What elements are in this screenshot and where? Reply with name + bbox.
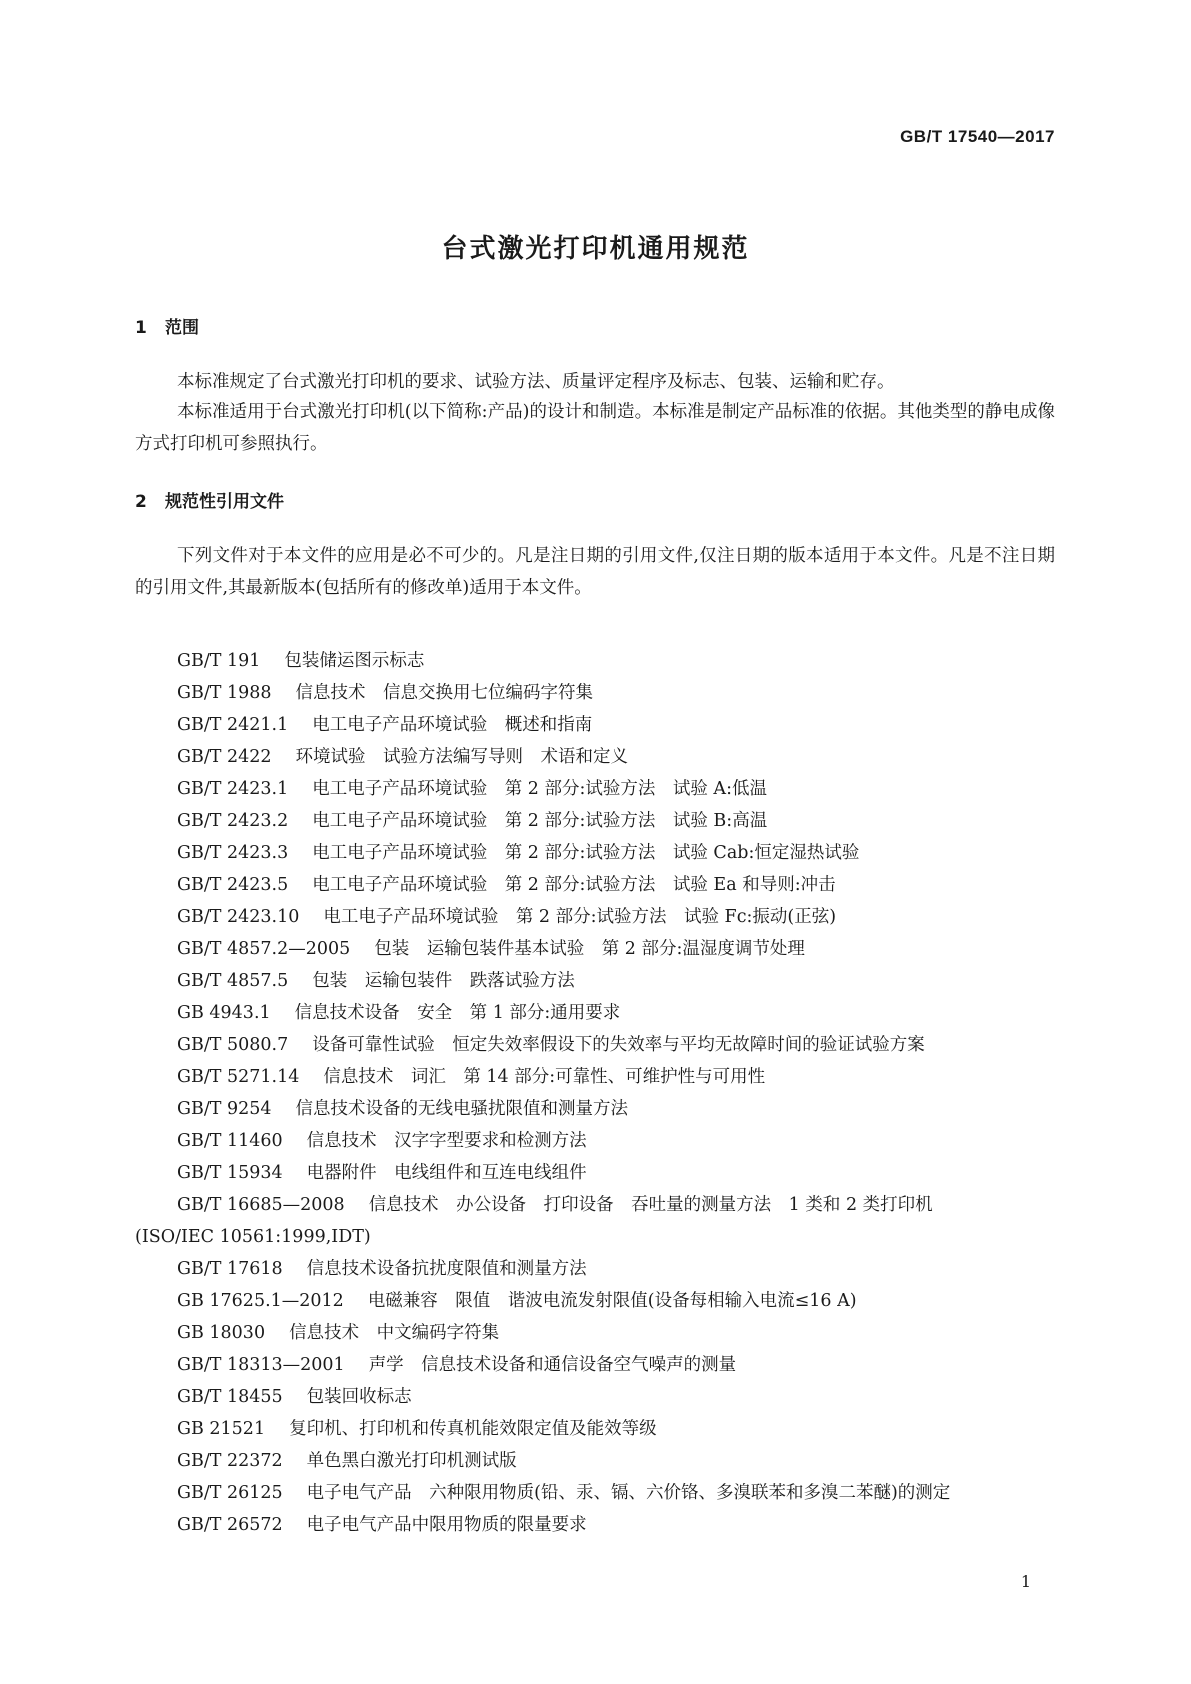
reference-item — [135, 1317, 1055, 1349]
reference-title: 设备可靠性试验 恒定失效率假设下的失效率与平均无故障时间的验证试验方案 — [312, 1035, 925, 1055]
reference-title: 电工电子产品环境试验 第 2 部分:试验方法 试验 B:高温 — [312, 811, 768, 831]
reference-item — [135, 1029, 1055, 1061]
reference-code: GB/T 2421.1 — [177, 715, 289, 735]
reference-item — [135, 1349, 1055, 1381]
reference-item — [135, 869, 1055, 901]
reference-code: GB 18030 — [177, 1323, 266, 1343]
reference-title: 包装 运输包装件基本试验 第 2 部分:温湿度调节处理 — [374, 939, 805, 959]
reference-code: GB/T 11460 — [177, 1131, 283, 1151]
reference-code: GB 4943.1 — [177, 1003, 271, 1023]
reference-item — [135, 965, 1055, 997]
reference-title: 环境试验 试验方法编写导则 术语和定义 — [295, 747, 629, 767]
reference-code: GB/T 16685—2008 — [177, 1195, 345, 1215]
reference-title: 电磁兼容 限值 谐波电流发射限值(设备每相输入电流≤16 A) — [367, 1291, 857, 1311]
reference-title: 信息技术 办公设备 打印设备 吞吐量的测量方法 1 类和 2 类打印机 — [368, 1195, 933, 1215]
reference-item — [135, 677, 1055, 709]
reference-title: 包装 运输包装件 跌落试验方法 — [312, 971, 575, 991]
reference-item — [135, 645, 1055, 677]
reference-code: GB/T 1988 — [177, 683, 272, 703]
references-intro: 下列文件对于本文件的应用是必不可少的。凡是注日期的引用文件,仅注日期的版本适用于本文件。凡是不注日期的引用文件,其最新版本(包括所有的修改单)适用于本文件。 — [135, 546, 1055, 598]
reference-code: GB/T 2423.10 — [177, 907, 300, 927]
reference-item — [135, 1253, 1055, 1285]
document-title: 台式激光打印机通用规范 — [441, 234, 750, 264]
scope-paragraph-2: 本标准适用于台式激光打印机(以下简称:产品)的设计和制造。本标准是制定产品标准的依据。其他类型的静电成像方式打印机可参照执行。 — [135, 402, 1055, 454]
reference-item — [135, 1509, 1055, 1541]
reference-title: 电工电子产品环境试验 第 2 部分:试验方法 试验 Fc:振动(正弦) — [323, 907, 837, 927]
reference-title: 电子电气产品中限用物质的限量要求 — [306, 1515, 587, 1535]
reference-title: 电工电子产品环境试验 概述和指南 — [312, 715, 593, 735]
reference-item — [135, 1381, 1055, 1413]
reference-title: 信息技术设备的无线电骚扰限值和测量方法 — [295, 1099, 629, 1119]
reference-code: GB/T 26572 — [177, 1515, 283, 1535]
reference-item — [135, 837, 1055, 869]
reference-title: 信息技术 词汇 第 14 部分:可靠性、可维护性与可用性 — [323, 1067, 766, 1087]
reference-code: GB/T 5080.7 — [177, 1035, 289, 1055]
reference-item — [135, 773, 1055, 805]
reference-title: 复印机、打印机和传真机能效限定值及能效等级 — [289, 1419, 657, 1439]
reference-code: GB 17625.1—2012 — [177, 1291, 344, 1311]
section-title: 规范性引用文件 — [165, 492, 284, 512]
section-number: 1 — [135, 318, 147, 338]
reference-code: GB/T 2423.2 — [177, 811, 289, 831]
reference-title: 电工电子产品环境试验 第 2 部分:试验方法 试验 Cab:恒定湿热试验 — [312, 843, 860, 863]
reference-item — [135, 1477, 1055, 1509]
reference-item — [135, 1157, 1055, 1189]
reference-code: GB/T 5271.14 — [177, 1067, 300, 1087]
reference-code: GB 21521 — [177, 1419, 266, 1439]
reference-item — [135, 1061, 1055, 1093]
reference-item — [135, 709, 1055, 741]
reference-list — [135, 645, 1055, 1541]
reference-title: 信息技术 汉字字型要求和检测方法 — [306, 1131, 587, 1151]
section-1-heading — [135, 313, 199, 338]
standard-code: GB/T 17540—2017 — [900, 127, 1055, 146]
reference-item — [135, 805, 1055, 837]
reference-title: 信息技术设备抗扰度限值和测量方法 — [306, 1259, 587, 1279]
reference-item — [135, 1413, 1055, 1445]
reference-code: GB/T 4857.2—2005 — [177, 939, 351, 959]
reference-title: 电器附件 电线组件和互连电线组件 — [306, 1163, 587, 1183]
reference-code: GB/T 191 — [177, 651, 261, 671]
reference-title: 电工电子产品环境试验 第 2 部分:试验方法 试验 Ea 和导则:冲击 — [312, 875, 836, 895]
reference-item — [135, 1093, 1055, 1125]
reference-title: 声学 信息技术设备和通信设备空气噪声的测量 — [368, 1355, 737, 1375]
reference-code: GB/T 2423.1 — [177, 779, 289, 799]
page-number: 1 — [1020, 1572, 1031, 1591]
reference-title: 信息技术设备 安全 第 1 部分:通用要求 — [294, 1003, 621, 1023]
reference-code: GB/T 2422 — [177, 747, 272, 767]
reference-title: 包装储运图示标志 — [284, 651, 425, 671]
reference-code: GB/T 9254 — [177, 1099, 272, 1119]
reference-code: GB/T 15934 — [177, 1163, 283, 1183]
reference-title: 信息技术 中文编码字符集 — [289, 1323, 500, 1343]
reference-item — [135, 1445, 1055, 1477]
reference-code: GB/T 4857.5 — [177, 971, 289, 991]
reference-code: GB/T 18455 — [177, 1387, 283, 1407]
reference-item — [135, 901, 1055, 933]
reference-item — [135, 933, 1055, 965]
scope-paragraph-1: 本标准规定了台式激光打印机的要求、试验方法、质量评定程序及标志、包装、运输和贮存。 — [177, 372, 895, 392]
reference-title: 单色黑白激光打印机测试版 — [306, 1451, 517, 1471]
reference-item — [135, 1125, 1055, 1157]
reference-code: GB/T 26125 — [177, 1483, 283, 1503]
reference-item — [135, 1285, 1055, 1317]
reference-title: 包装回收标志 — [306, 1387, 412, 1407]
reference-code: GB/T 2423.3 — [177, 843, 289, 863]
reference-item — [135, 741, 1055, 773]
reference-item — [135, 997, 1055, 1029]
reference-item — [135, 1189, 1055, 1253]
reference-code: GB/T 17618 — [177, 1259, 283, 1279]
reference-title-continuation: (ISO/IEC 10561:1999,IDT) — [135, 1227, 371, 1247]
section-2-heading — [135, 487, 284, 512]
reference-title: 电子电气产品 六种限用物质(铅、汞、镉、六价铬、多溴联苯和多溴二苯醚)的测定 — [306, 1483, 951, 1503]
reference-title: 信息技术 信息交换用七位编码字符集 — [295, 683, 594, 703]
reference-title: 电工电子产品环境试验 第 2 部分:试验方法 试验 A:低温 — [312, 779, 767, 799]
section-number: 2 — [135, 492, 147, 512]
reference-code: GB/T 2423.5 — [177, 875, 289, 895]
section-title: 范围 — [165, 318, 199, 338]
reference-code: GB/T 18313—2001 — [177, 1355, 345, 1375]
reference-code: GB/T 22372 — [177, 1451, 283, 1471]
